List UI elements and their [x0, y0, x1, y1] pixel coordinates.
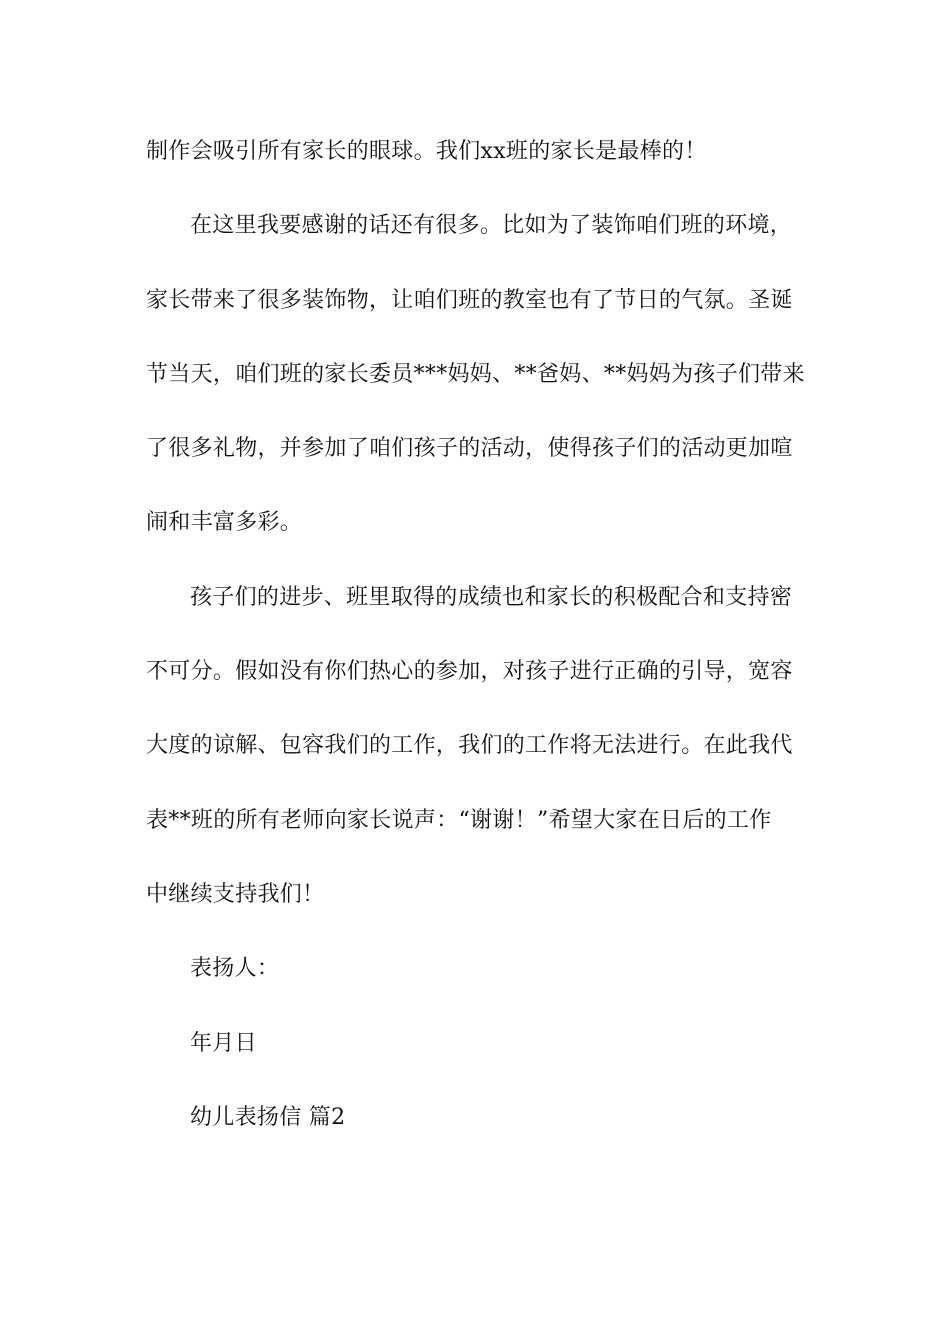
- paragraph-line: 制作会吸引所有家长的眼球。我们xx班的家长是最棒的！: [146, 139, 707, 164]
- date-label: 年月日: [190, 1031, 257, 1056]
- paragraph-line: 大度的谅解、包容我们的工作，我们的工作将无法进行。在此我代: [146, 733, 793, 758]
- paragraph-line: 表**班的所有老师向家长说声：“谢谢！”希望大家在日后的工作: [146, 808, 772, 833]
- paragraph-line: 闹和丰富多彩。: [146, 510, 303, 535]
- signature-label: 表扬人：: [190, 956, 280, 981]
- section-heading: 幼儿表扬信 篇2: [190, 1105, 346, 1130]
- paragraph-line: 不可分。假如没有你们热心的参加，对孩子进行正确的引导，宽容: [146, 659, 793, 684]
- paragraph-line: 家长带来了很多装饰物，让咱们班的教室也有了节日的气氛。圣诞: [146, 288, 793, 313]
- paragraph-line: 中继续支持我们！: [146, 882, 325, 907]
- paragraph-line: 节当天，咱们班的家长委员***妈妈、**爸妈、**妈妈为孩子们带来: [146, 362, 805, 387]
- paragraph-line: 孩子们的进步、班里取得的成绩也和家长的积极配合和支持密: [190, 585, 793, 610]
- paragraph-line: 了很多礼物，并参加了咱们孩子的活动，使得孩子们的活动更加喧: [146, 436, 793, 461]
- paragraph-line: 在这里我要感谢的话还有很多。比如为了装饰咱们班的环境，: [190, 213, 793, 238]
